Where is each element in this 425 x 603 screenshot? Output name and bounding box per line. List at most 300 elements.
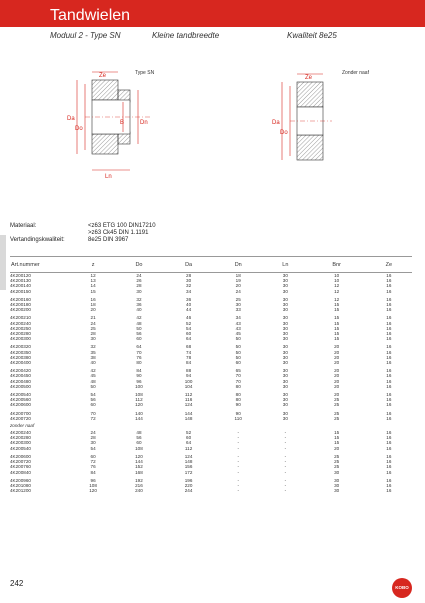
page-title: Tandwielen xyxy=(50,7,131,24)
table-cell: 84 xyxy=(136,368,142,374)
table-cell: 30 xyxy=(282,288,288,294)
table-cell: 4K200720 xyxy=(10,459,31,465)
table-cell: 16 xyxy=(386,383,392,389)
table-cell: 24 xyxy=(90,430,96,436)
table-cell: 12 xyxy=(90,273,96,278)
table-cell: 30 xyxy=(334,482,340,488)
table-cell: 4K200280 xyxy=(10,331,31,337)
table-cell: 148 xyxy=(184,459,193,465)
table-cell: - xyxy=(237,459,239,465)
table-cell: 4K200120 xyxy=(10,273,31,278)
table-cell: 84 xyxy=(186,360,192,366)
table-cell: 4K200560 xyxy=(10,397,31,403)
table-cell: 124 xyxy=(184,402,193,408)
table-cell: 28 xyxy=(136,283,142,289)
col-header: Ze xyxy=(366,257,412,273)
table-cell: 36 xyxy=(186,296,192,302)
table-cell: 30 xyxy=(282,368,288,374)
table-cell: 24 xyxy=(235,288,241,294)
table-cell: 70 xyxy=(235,373,241,379)
table-cell: 25 xyxy=(334,402,340,408)
table-cell: 4K200600 xyxy=(10,453,31,459)
table-cell: 60 xyxy=(90,453,96,459)
table-cell: 64 xyxy=(136,344,142,350)
table-cell: 20 xyxy=(334,349,340,355)
material-value-1: <z63 ETG 100 DIN17210 xyxy=(88,223,156,229)
table-cell: 216 xyxy=(135,482,143,488)
table-cell: 4K200380 xyxy=(10,354,31,360)
table-cell: 80 xyxy=(235,383,241,389)
table-cell: 30 xyxy=(282,296,288,302)
table-cell: 30 xyxy=(282,302,288,308)
table-cell: 15 xyxy=(334,302,340,308)
gear-table xyxy=(10,256,412,493)
table-cell: - xyxy=(284,477,287,483)
table-cell: 64 xyxy=(186,440,192,446)
gear-diagram-hub xyxy=(55,58,170,188)
table-cell: 16 xyxy=(386,397,392,403)
table-cell: 144 xyxy=(135,459,143,465)
col-header: Art.nummer xyxy=(10,257,72,273)
table-cell: 4K200840 xyxy=(10,469,31,475)
table-cell: 16 xyxy=(386,430,392,436)
table-row xyxy=(10,488,412,493)
table-cell: 112 xyxy=(184,445,193,451)
table-cell: - xyxy=(284,440,287,446)
table-cell: 16 xyxy=(386,445,392,451)
table-cell: 90 xyxy=(235,402,241,408)
table-cell: 4K200760 xyxy=(10,464,31,470)
table-cell: 15 xyxy=(334,320,340,326)
table-cell: 30 xyxy=(282,410,288,416)
table-cell: 16 xyxy=(386,459,392,465)
table-cell: 16 xyxy=(386,402,392,408)
table-cell: 16 xyxy=(386,315,392,321)
table-cell: 108 xyxy=(135,392,143,398)
table-cell: 24 xyxy=(136,273,142,278)
table-cell: - xyxy=(284,459,287,465)
table-cell: 16 xyxy=(386,415,392,421)
table-cell: 16 xyxy=(386,283,392,289)
table-cell: 4K200720 xyxy=(10,415,31,421)
table-cell: 172 xyxy=(184,469,193,475)
table-cell: 18 xyxy=(90,302,96,308)
table-cell: 60 xyxy=(136,336,142,342)
table-cell: 26 xyxy=(136,278,142,284)
table-cell: 48 xyxy=(136,430,142,436)
table-cell: 50 xyxy=(235,336,241,342)
table-cell: - xyxy=(237,440,239,446)
table-cell: 16 xyxy=(386,482,392,488)
table-cell: 120 xyxy=(135,453,143,459)
table-cell: 30 xyxy=(282,315,288,321)
table-cell: 35 xyxy=(90,349,96,355)
table-cell: 20 xyxy=(334,360,340,366)
table-cell: 30 xyxy=(282,331,288,337)
table-cell: 52 xyxy=(186,320,192,326)
col-header: Dn xyxy=(213,257,263,273)
table-cell: 54 xyxy=(90,445,96,451)
page-header xyxy=(0,0,425,27)
table-cell: 15 xyxy=(90,288,96,294)
table-cell: 70 xyxy=(90,410,96,416)
table-cell: 30 xyxy=(334,477,340,483)
table-cell: 42 xyxy=(90,368,96,374)
table-cell: 34 xyxy=(235,315,241,321)
table-cell: - xyxy=(237,482,239,488)
table-cell: 88 xyxy=(186,368,192,374)
table-cell: 30 xyxy=(282,344,288,350)
da-label-2: Da xyxy=(272,120,280,126)
table-cell: 152 xyxy=(135,464,143,470)
table-cell: 124 xyxy=(184,453,193,459)
table-cell: 100 xyxy=(184,378,193,384)
ln-label: Ln xyxy=(105,174,112,180)
table-cell: 43 xyxy=(235,320,241,326)
table-cell: 30 xyxy=(186,278,192,284)
col-header: Ln xyxy=(263,257,308,273)
brand-logo: KOBO xyxy=(392,578,412,598)
table-cell: 108 xyxy=(135,445,143,451)
table-cell: 220 xyxy=(184,482,193,488)
table-cell: 16 xyxy=(386,435,392,441)
table-cell: 25 xyxy=(334,397,340,403)
table-cell: 16 xyxy=(386,392,392,398)
table-cell: 20 xyxy=(334,373,340,379)
table-cell: 78 xyxy=(186,354,192,360)
table-cell: 4K200500 xyxy=(10,383,31,389)
table-cell: 60 xyxy=(186,331,192,337)
b-label: B xyxy=(120,120,125,126)
da-label: Da xyxy=(67,116,75,122)
table-cell: 4K200420 xyxy=(10,368,31,374)
table-cell: 80 xyxy=(235,397,241,403)
table-cell: 30 xyxy=(282,360,288,366)
table-cell: 60 xyxy=(186,435,192,441)
table-cell: 30 xyxy=(90,440,96,446)
table-cell: 16 xyxy=(386,488,392,494)
table-cell: 116 xyxy=(184,397,193,403)
table-cell: 30 xyxy=(282,373,288,379)
table-cell: 28 xyxy=(90,331,96,337)
table-cell: 42 xyxy=(136,315,142,321)
table-cell: 16 xyxy=(90,296,96,302)
quality-spec-label: Vertandingskwaliteit: xyxy=(10,237,65,243)
table-cell: 12 xyxy=(334,283,340,289)
table-cell: 40 xyxy=(186,302,192,308)
table-cell: 15 xyxy=(334,315,340,321)
table-cell: 32 xyxy=(136,296,142,302)
table-cell: 30 xyxy=(282,325,288,331)
table-cell: 32 xyxy=(90,344,96,350)
table-cell: 60 xyxy=(136,440,142,446)
table-cell: 45 xyxy=(235,331,241,337)
table-cell: 16 xyxy=(386,296,392,302)
width-note: Kleine tandbreedte xyxy=(152,31,220,40)
table-cell: 104 xyxy=(184,383,193,389)
table-cell: 33 xyxy=(235,307,241,313)
table-cell: 4K200450 xyxy=(10,373,31,379)
table-cell: 25 xyxy=(334,464,340,470)
table-cell: 192 xyxy=(135,477,143,483)
table-cell: 65 xyxy=(235,368,241,374)
do-label-2: Do xyxy=(280,130,288,136)
table-cell: 30 xyxy=(282,415,288,421)
table-cell: 64 xyxy=(186,336,192,342)
table-cell: 4K200480 xyxy=(10,378,31,384)
table-cell: 16 xyxy=(386,410,392,416)
table-cell: 110 xyxy=(234,415,242,421)
table-cell: 56 xyxy=(90,397,96,403)
table-cell: 30 xyxy=(282,307,288,313)
table-cell: - xyxy=(237,488,239,494)
col-header: Do xyxy=(114,257,164,273)
table-cell: 4K200320 xyxy=(10,344,31,350)
table-cell: 70 xyxy=(235,378,241,384)
table-cell: 30 xyxy=(282,402,288,408)
table-cell: - xyxy=(284,453,287,459)
table-cell: 68 xyxy=(186,344,192,350)
side-tab xyxy=(0,235,6,290)
table-cell: 20 xyxy=(334,445,340,451)
table-cell: 25 xyxy=(334,410,340,416)
table-cell: 12 xyxy=(334,296,340,302)
table-cell: 25 xyxy=(90,325,96,331)
table-cell: 144 xyxy=(184,410,193,416)
table-cell: 30 xyxy=(282,278,288,284)
table-cell: 15 xyxy=(334,325,340,331)
table-cell: 15 xyxy=(334,440,340,446)
table-cell: 4K200240 xyxy=(10,320,31,326)
col-header: Da xyxy=(164,257,214,273)
table-cell: 30 xyxy=(334,469,340,475)
table-cell: 16 xyxy=(386,331,392,337)
table-cell: 94 xyxy=(186,373,192,379)
col-header: Bnr xyxy=(308,257,366,273)
do-label: Do xyxy=(75,126,83,132)
table-cell: 240 xyxy=(135,488,143,494)
table-cell: 25 xyxy=(235,296,241,302)
table-cell: - xyxy=(284,435,287,441)
table-cell: 140 xyxy=(135,410,143,416)
table-cell: 30 xyxy=(282,383,288,389)
table-cell: - xyxy=(237,469,239,475)
table-cell: 16 xyxy=(386,344,392,350)
quality-label: Kwaliteit 8e25 xyxy=(287,31,337,40)
table-cell: 16 xyxy=(386,336,392,342)
table-cell: 19 xyxy=(235,278,241,284)
table-cell: 16 xyxy=(386,378,392,384)
table-cell: 16 xyxy=(386,440,392,446)
table-cell: 96 xyxy=(90,477,96,483)
table-cell: 20 xyxy=(334,378,340,384)
col-header: z xyxy=(72,257,114,273)
table-cell: 16 xyxy=(386,464,392,470)
table-cell: 16 xyxy=(386,325,392,331)
table-cell: - xyxy=(284,469,287,475)
table-cell: 20 xyxy=(90,307,96,313)
table-cell: 50 xyxy=(136,325,142,331)
table-cell: 32 xyxy=(186,283,192,289)
table-cell: 4K200180 xyxy=(10,302,31,308)
table-cell: 21 xyxy=(90,315,96,321)
table-cell: 15 xyxy=(334,307,340,313)
table-cell: 76 xyxy=(90,464,96,470)
table-cell: 40 xyxy=(136,307,142,313)
table-cell: 56 xyxy=(136,435,142,441)
table-cell: 50 xyxy=(235,354,241,360)
table-cell: 4K200200 xyxy=(10,307,31,313)
no-hub-section-label: zonder naaf xyxy=(10,423,35,429)
table-cell: 4K200130 xyxy=(10,278,31,284)
table-cell: 4K201080 xyxy=(10,482,31,488)
table-cell: 25 xyxy=(334,415,340,421)
table-cell: 30 xyxy=(282,354,288,360)
table-cell: 144 xyxy=(135,415,143,421)
table-cell: 30 xyxy=(334,488,340,494)
table-cell: 28 xyxy=(186,273,192,278)
table-cell: 4K200160 xyxy=(10,296,31,302)
table-cell: 50 xyxy=(90,383,96,389)
table-cell: 16 xyxy=(386,453,392,459)
table-cell: 72 xyxy=(90,459,96,465)
table-cell: 46 xyxy=(186,315,192,321)
gear-diagram-no-hub xyxy=(260,62,370,177)
table-cell: 28 xyxy=(90,435,96,441)
table-cell: 70 xyxy=(136,349,142,355)
table-cell: - xyxy=(237,435,239,441)
quality-spec-value: 8e25 DIN 3967 xyxy=(88,237,129,243)
material-value-2: >z63 Ck45 DIN 1.1191 xyxy=(88,230,149,236)
table-cell: 72 xyxy=(90,415,96,421)
table-cell: 4K200250 xyxy=(10,325,31,331)
table-cell: 30 xyxy=(282,273,288,278)
table-cell: 120 xyxy=(135,402,143,408)
table-cell: 12 xyxy=(334,288,340,294)
table-cell: 20 xyxy=(235,283,241,289)
table-cell: 4K200350 xyxy=(10,349,31,355)
table-cell: 30 xyxy=(282,378,288,384)
table-cell: 30 xyxy=(90,336,96,342)
table-cell: 18 xyxy=(235,273,241,278)
table-cell: 84 xyxy=(90,469,96,475)
table-cell: 30 xyxy=(282,392,288,398)
table-cell: 76 xyxy=(136,354,142,360)
table-cell: 45 xyxy=(90,373,96,379)
table-cell: 4K200210 xyxy=(10,315,31,321)
table-cell: 20 xyxy=(334,354,340,360)
table-cell: - xyxy=(237,445,239,451)
table-cell: 4K200240 xyxy=(10,430,31,436)
table-cell: 25 xyxy=(334,453,340,459)
table-cell: 4K200280 xyxy=(10,435,31,441)
table-cell: 30 xyxy=(282,283,288,289)
table-cell: 52 xyxy=(186,430,192,436)
table-cell: 20 xyxy=(334,344,340,350)
table-cell: 30 xyxy=(282,349,288,355)
table-cell: 196 xyxy=(184,477,193,483)
table-cell: 4K200300 xyxy=(10,440,31,446)
table-cell: 4K200960 xyxy=(10,477,31,483)
table-cell: 60 xyxy=(90,402,96,408)
table-cell: 90 xyxy=(136,373,142,379)
table-cell: 168 xyxy=(135,469,143,475)
table-cell: 20 xyxy=(334,368,340,374)
table-cell: 15 xyxy=(334,336,340,342)
table-cell: 16 xyxy=(386,278,392,284)
table-cell: 13 xyxy=(90,278,96,284)
table-cell: - xyxy=(284,445,287,451)
table-cell: 24 xyxy=(90,320,96,326)
table-cell: - xyxy=(284,464,287,470)
table-cell: - xyxy=(237,464,239,470)
table-cell: 48 xyxy=(136,320,142,326)
table-cell: 4K200700 xyxy=(10,410,31,416)
table-cell: 10 xyxy=(334,273,340,278)
table-cell: 108 xyxy=(89,482,97,488)
table-header-row xyxy=(10,257,412,273)
table-cell: 38 xyxy=(90,354,96,360)
table-cell: 16 xyxy=(386,307,392,313)
table-cell: 4K201200 xyxy=(10,488,31,494)
table-cell: 4K200400 xyxy=(10,360,31,366)
table-cell: 112 xyxy=(184,392,193,398)
table-cell: 80 xyxy=(235,392,241,398)
table-cell: 96 xyxy=(136,378,142,384)
no-hub-note: Zonder naaf xyxy=(342,70,369,76)
table-cell: - xyxy=(284,430,287,436)
table-cell: 120 xyxy=(89,488,97,494)
table-cell: 156 xyxy=(184,464,193,470)
table-cell: 50 xyxy=(235,344,241,350)
table-cell: 16 xyxy=(386,349,392,355)
table-cell: 16 xyxy=(386,273,392,278)
table-body xyxy=(10,273,412,494)
table-cell: 40 xyxy=(90,360,96,366)
table-cell: 54 xyxy=(186,325,192,331)
table-cell: - xyxy=(237,430,239,436)
ze-label: Ze xyxy=(99,73,107,79)
table-cell: 30 xyxy=(282,397,288,403)
table-cell: 148 xyxy=(184,415,193,421)
table-cell: 30 xyxy=(136,288,142,294)
table-cell: 16 xyxy=(386,360,392,366)
table-cell: 30 xyxy=(282,336,288,342)
table-cell: 48 xyxy=(90,378,96,384)
table-cell: 15 xyxy=(334,435,340,441)
table-cell: 4K200540 xyxy=(10,392,31,398)
table-cell: 16 xyxy=(386,354,392,360)
table-cell: 16 xyxy=(386,368,392,374)
table-cell: 16 xyxy=(386,373,392,379)
module-label: Moduul 2 - Type SN xyxy=(50,31,121,40)
table-cell: 16 xyxy=(386,302,392,308)
table-cell: - xyxy=(237,477,239,483)
table-cell: 54 xyxy=(90,392,96,398)
table-cell: 100 xyxy=(135,383,143,389)
table-cell: - xyxy=(284,482,287,488)
table-cell: 20 xyxy=(334,383,340,389)
table-cell: 4K200300 xyxy=(10,336,31,342)
table-cell: 15 xyxy=(334,430,340,436)
table-cell: - xyxy=(237,453,239,459)
table-cell: 244 xyxy=(184,488,193,494)
table-cell: 20 xyxy=(334,392,340,398)
table-cell: 15 xyxy=(334,331,340,337)
table-cell: 14 xyxy=(90,283,96,289)
page-number: 242 xyxy=(10,579,24,588)
table-cell: 16 xyxy=(386,320,392,326)
